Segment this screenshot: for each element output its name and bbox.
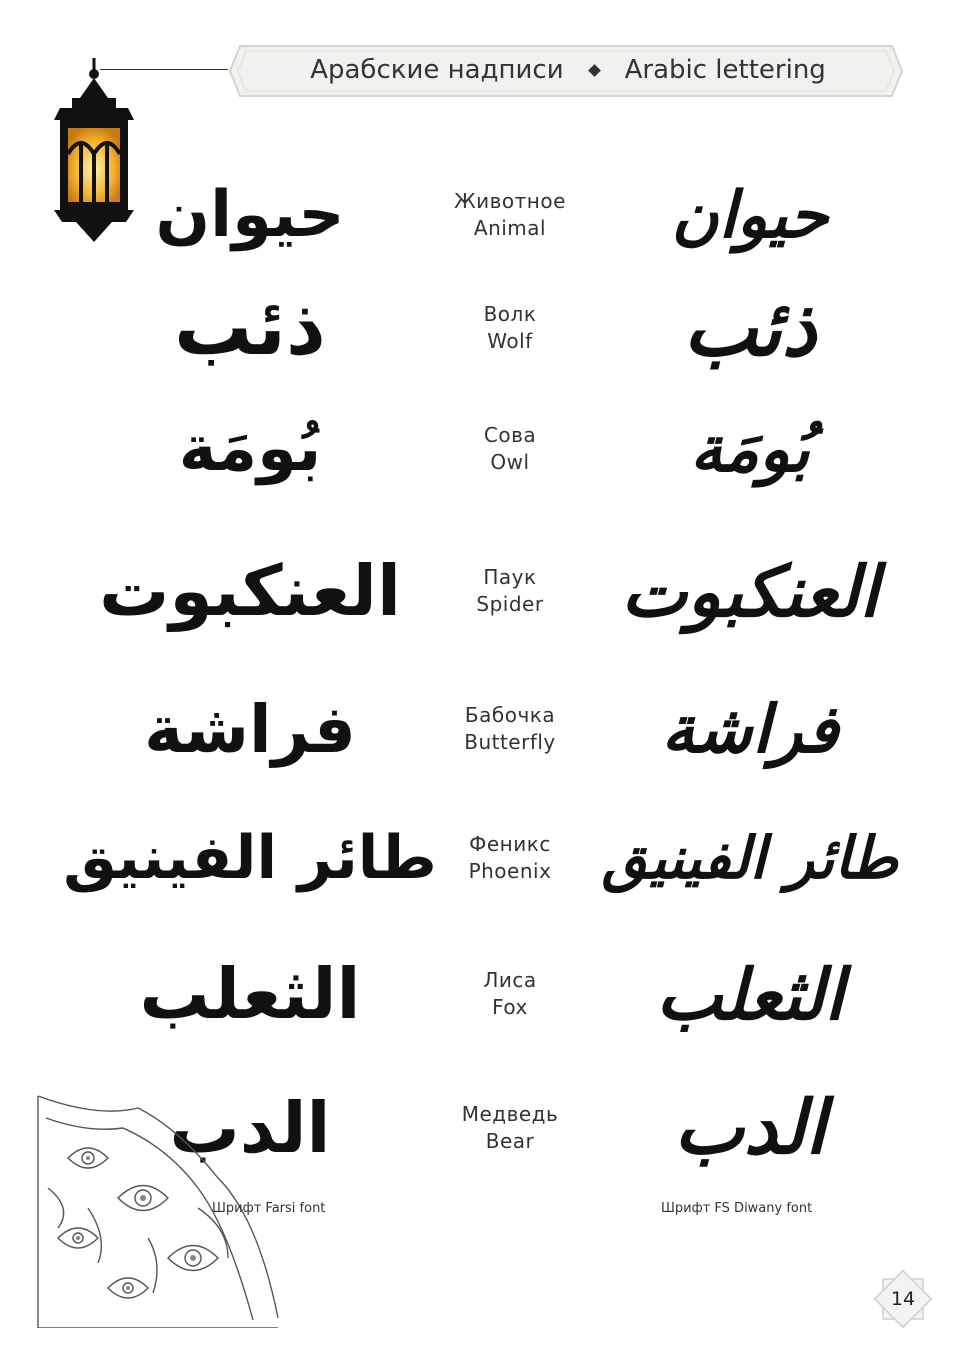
label-english: Phoenix bbox=[468, 859, 552, 883]
title-separator-diamond bbox=[588, 64, 601, 77]
arabic-diwany-word: ذئب bbox=[683, 282, 817, 374]
label-russian: Лиса bbox=[483, 968, 537, 992]
font-note-left: Шрифт Farsi font bbox=[212, 1201, 326, 1216]
word-row-butterfly bbox=[0, 669, 960, 789]
label-english: Fox bbox=[492, 995, 528, 1019]
label-russian: Бабочка bbox=[464, 703, 556, 727]
label-russian: Волк bbox=[483, 302, 537, 326]
title-english: Arabic lettering bbox=[624, 55, 826, 85]
arabic-farsi-word: الدب bbox=[169, 1087, 331, 1169]
word-row-owl bbox=[0, 389, 960, 509]
word-row-fox bbox=[0, 934, 960, 1054]
arabic-diwany-word: العنكبوت bbox=[621, 549, 879, 633]
arabic-diwany-word: الثعلب bbox=[656, 952, 844, 1036]
page-number: 14 bbox=[890, 1288, 916, 1310]
label-english: Bear bbox=[485, 1129, 535, 1153]
arabic-farsi-word: الثعلب bbox=[139, 953, 361, 1035]
label-english: Spider bbox=[476, 592, 544, 616]
arabic-farsi-word: العنكبوت bbox=[99, 550, 401, 632]
word-row-phoenix bbox=[0, 798, 960, 918]
label-english: Animal bbox=[473, 216, 547, 240]
title-russian: Арабские надписи bbox=[310, 55, 564, 85]
arabic-diwany-word: فراشة bbox=[661, 690, 839, 768]
arabic-diwany-word: حيوان bbox=[671, 177, 829, 253]
arabic-farsi-word: فراشة bbox=[144, 690, 356, 768]
label-english: Owl bbox=[490, 450, 530, 474]
label-russian: Сова bbox=[483, 423, 537, 447]
word-row-wolf bbox=[0, 268, 960, 388]
arabic-farsi-word: بُومَة bbox=[178, 412, 322, 486]
arabic-farsi-word: ذئب bbox=[174, 283, 326, 373]
word-row-animal bbox=[0, 155, 960, 275]
arabic-diwany-word: الدب bbox=[674, 1085, 826, 1171]
arabic-farsi-word: طائر الفينيق bbox=[63, 823, 437, 893]
label-russian: Медведь bbox=[461, 1102, 559, 1126]
label-english: Butterfly bbox=[464, 730, 556, 754]
arabic-farsi-word: حيوان bbox=[155, 178, 345, 252]
arabic-diwany-word: بُومَة bbox=[690, 411, 810, 487]
label-russian: Животное bbox=[454, 189, 566, 213]
arabic-diwany-word: طائر الفينيق bbox=[601, 824, 899, 892]
page-title bbox=[248, 42, 888, 98]
word-row-spider bbox=[0, 531, 960, 651]
label-english: Wolf bbox=[487, 329, 533, 353]
label-russian: Паук bbox=[483, 565, 537, 589]
label-russian: Феникс bbox=[469, 832, 551, 856]
font-note-right: Шрифт FS Diwany font bbox=[661, 1201, 813, 1216]
